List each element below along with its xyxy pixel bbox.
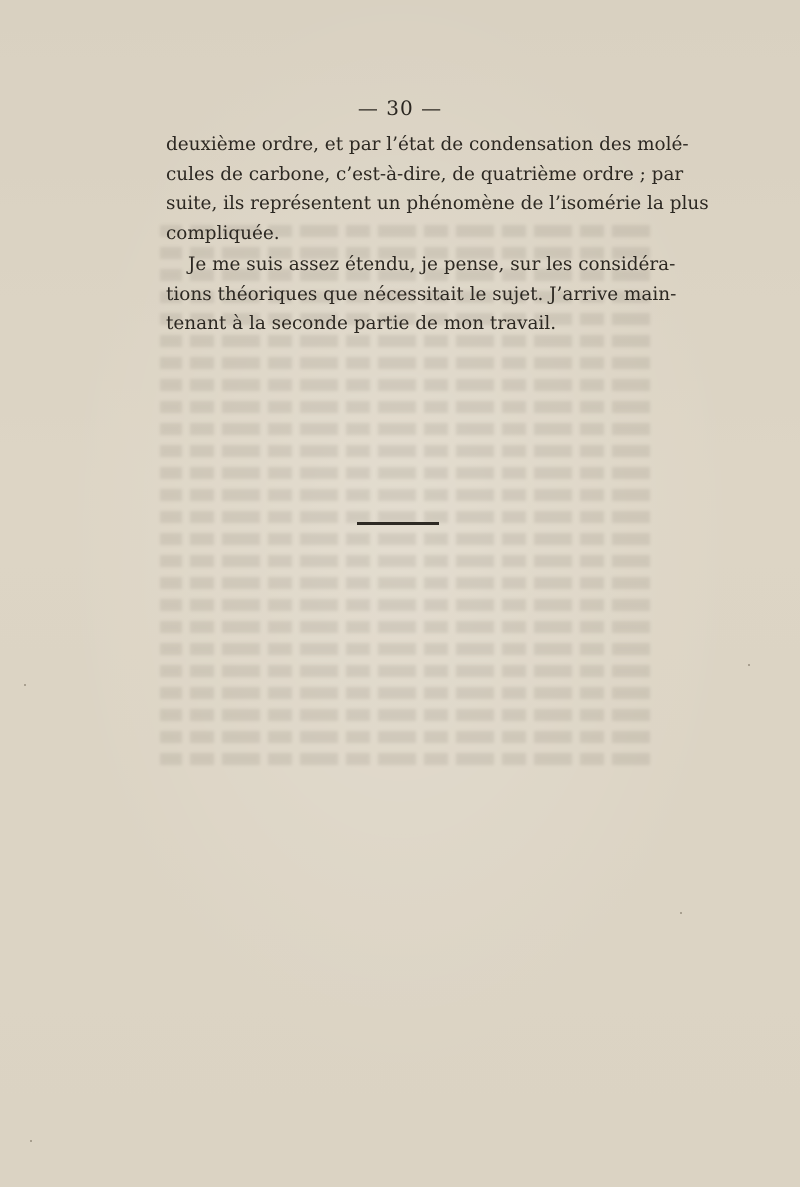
section-divider-rule	[357, 522, 439, 525]
text-line: suite, ils représentent un phénomène de l’isomérie la plus	[166, 193, 709, 214]
paper-speck	[680, 912, 682, 914]
body-text	[166, 130, 709, 339]
text-line: tenant à la seconde partie de mon travail.	[166, 313, 557, 334]
text-line: tions théoriques que nécessitait le sujet. J’arrive main-	[166, 283, 677, 305]
paragraph-2	[166, 250, 677, 339]
paragraph-1	[166, 130, 709, 248]
paper-speck	[30, 1140, 32, 1142]
text-line: Je me suis assez étendu, je pense, sur les considéra-	[188, 254, 676, 275]
text-line: compliquée.	[166, 222, 280, 244]
paper-speck	[24, 684, 26, 686]
text-line: cules de carbone, c’est-à-dire, de quatrième ordre ; par	[166, 163, 684, 185]
paper-speck	[748, 664, 750, 666]
page-number: — 30 —	[357, 96, 443, 120]
text-line: deuxième ordre, et par l’état de condensation des molé-	[166, 134, 689, 155]
